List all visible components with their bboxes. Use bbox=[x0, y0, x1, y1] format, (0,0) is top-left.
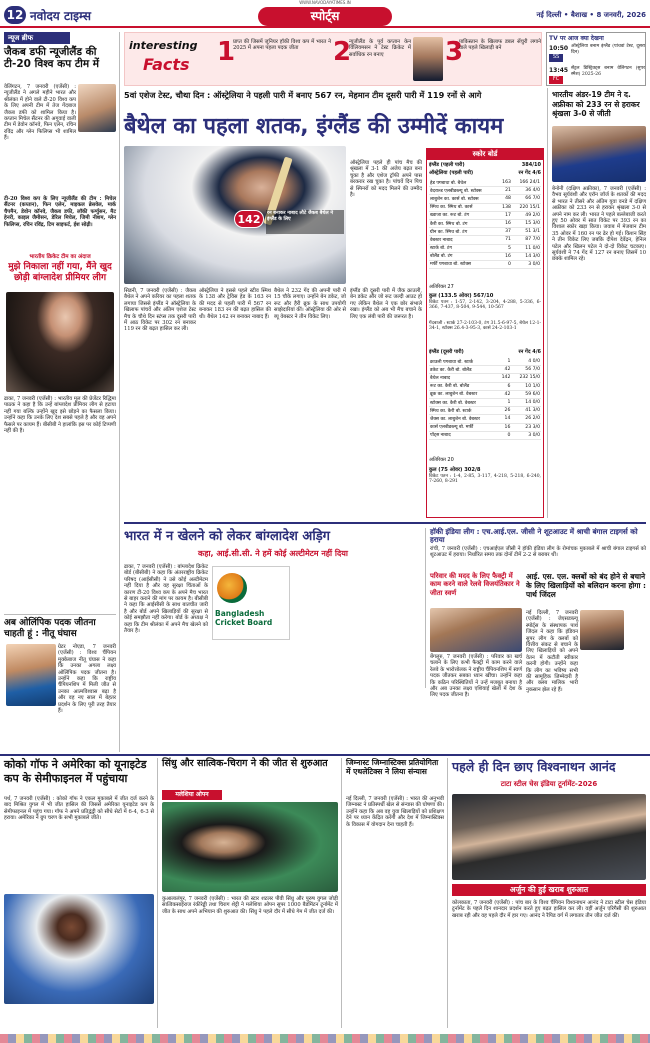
aus-batting-cell: वेदराल्ड एलबीडब्ल्यू बो. स्टोक्स bbox=[429, 187, 498, 195]
aus-batting-cell: मर्फी पगबाधा बो. स्टोक्स bbox=[429, 260, 498, 268]
u19-headline: भारतीय अंडर-19 टीम ने द. अफ्रीका को 233 रन से हराकर श्रृंखला 3-0 से जीती bbox=[552, 90, 640, 118]
eng2-batting-cell: 26 2/0 bbox=[511, 415, 541, 423]
eng2-batting-cell: 56 7/0 bbox=[511, 366, 541, 374]
williamson-photo bbox=[413, 37, 443, 81]
eng2-batting-cell: रूट का. कैरी बो. बोलैंड bbox=[429, 382, 497, 390]
table-row bbox=[429, 390, 541, 398]
coco-body: पर्थ, 7 जनवरी (एजेंसी) : कोको गॉफ ने एकल मुकाबले में जीत दर्ज करने के बाद मिश्रित युगल में भी जीत हासिल की जिससे अमेरिका यूनाइटेड कप के सेमीफाइनल में पहुंच गया। गॉफ ने अपने प्रतिद्वंद्वी को सीधे सेटों में 6-4, 6-3 से हराया। अमेरिका ने ग्रुप चरण के सभी मुकाबले जीते। bbox=[4, 796, 154, 822]
eng2-batting-cell: पॉट्स नाबाद bbox=[429, 431, 497, 439]
dateline: नई दिल्ली • बैशाख • 8 जनवरी, 2026 bbox=[536, 11, 646, 19]
hockey-headline: हॉकी इंडिया लीग : एच.आई.एल. जीसी ने शूटआउट में श्राची बंगाल टाइगर्स को हराया bbox=[430, 527, 638, 544]
aus-batting-cell: 16 bbox=[498, 252, 512, 260]
fact-3-number: 3 bbox=[445, 37, 464, 67]
eng2-label: इंग्लैंड (दूसरी पारी) bbox=[429, 349, 464, 355]
page-number: 12 bbox=[4, 6, 26, 24]
tv-text-1: ऑस्ट्रेलिया बनाम इंग्लैंड (पांचवां टेस्ट, दूसरा दिन) bbox=[571, 44, 645, 55]
aus-batting-cell: बोलैंड बो. टंग bbox=[429, 252, 498, 260]
fact-1: प्राप्त की जिसमें जूनियर हॉकी विश्व कप में भारत ने 2025 में अपना पहला पदक जीता bbox=[233, 39, 331, 52]
main-headline: बैथेल का पहला शतक, इंग्लैंड की उम्मीदें कायम bbox=[124, 114, 504, 139]
interesting-facts-strip bbox=[124, 32, 542, 86]
eng2-batting-cell: जैक्स का. लाबुशेन बो. वेबस्टर bbox=[429, 415, 497, 423]
nz-squad: टी-20 विश्व कप के लिए न्यूजीलैंड की टीम : मिचेल सैंटनर (कप्तान), फिन एलेन, माइकल ब्रेसवेल, मार्क चैपमैन, डेवोन कॉनवे, जैकब डफी, लॉकी फर्ग्युसन, मैट हेनरी, काइल जैमीसन, डेरिल मिचेल, जिमी नीशम, ग्लेन फिलिप्स, रचिन रविंद्र, टिम साइफर्ट, ईश सोढ़ी। bbox=[4, 196, 116, 228]
bangladesh-body-3 bbox=[212, 644, 422, 688]
gymnast-headline: जिम्नास्ट जिम्नास्टिक्स प्रतियोगिता में एथलेटिक्स ने लिया संन्यास bbox=[346, 758, 439, 777]
aus-batting-cell: 37 bbox=[498, 228, 512, 236]
table-row bbox=[429, 179, 541, 187]
runs-badge-label: रन बनाकर नाबाद लौटे जैकब बैथेल ने इंग्लैंड के लिए bbox=[266, 210, 344, 234]
fact-2: न्यूजीलैंड के पूर्व कप्तान केन विलियमसन ने टेस्ट क्रिकेट में सर्वाधिक रन बनाए bbox=[349, 39, 411, 58]
table-row bbox=[429, 358, 541, 366]
anand-body: कोलकाता, 7 जनवरी (एजेंसी) : पांच बार के विश्व चैंपियन विश्वनाथन आनंद ने टाटा स्टील चेस इंडिया टूर्नामेंट के पहले दिन शानदार प्रदर्शन करते हुए बढ़त हासिल कर ली। वहीं अर्जुन एरिगैसी की शुरुआत खराब रही और वह पहले दौर में हार गए। आनंद ने रैपिड वर्ग में लगातार तीन जीत दर्ज कीं। bbox=[452, 900, 646, 919]
news-brief-tag: न्यूज ब्रीफ bbox=[4, 32, 70, 44]
anand-headline: पहले ही दिन छाए विश्वनाथन आनंद bbox=[452, 759, 616, 774]
eng2-batting-cell: 232 15/0 bbox=[511, 374, 541, 382]
bangladesh-headline: भारत में न खेलने को लेकर बांग्लादेश अड़िग bbox=[124, 529, 330, 544]
aus-batting-cell: 3 0/0 bbox=[512, 260, 541, 268]
bd-body: ढाका, 7 जनवरी (एजेंसी) : भारतीय मूल की प्रेजेंटर रिद्धिमा पाठक ने कहा है कि उन्हें बांग्लादेश प्रीमियर लीग से हटाया नहीं गया बल्कि उन्होंने खुद इसे छोड़ने का फैसला किया। उन्होंने कहा कि उनके लिए देश सबसे पहले है और वह अपने फैसले पर कायम हैं। बीसीबी ने हालांकि इस पर कोई टिप्पणी नहीं की है। bbox=[4, 396, 116, 435]
riddhima-pathak-photo bbox=[6, 292, 114, 392]
table-row bbox=[429, 431, 541, 439]
tv-text-2: सेंट्रल डिस्ट्रिक्ट्स बनाम वेलिंगटन (सुपर स्मैश) 2025-26 bbox=[571, 66, 645, 77]
aus-batting-cell: 15 3/0 bbox=[512, 219, 541, 227]
table-row bbox=[429, 374, 541, 382]
table-row bbox=[429, 195, 541, 203]
aus-batting-table bbox=[429, 179, 541, 269]
eng1-label: इंग्लैंड (पहली पारी) bbox=[429, 162, 465, 168]
bcb-tiger-icon bbox=[217, 573, 247, 603]
table-row bbox=[429, 203, 541, 211]
table-row bbox=[429, 187, 541, 195]
table-row bbox=[429, 382, 541, 390]
aus-batting-cell: 11 0/0 bbox=[512, 244, 541, 252]
aus-batting-cell: 138 bbox=[498, 203, 512, 211]
eng2-batting-cell: 3 0/0 bbox=[511, 431, 541, 439]
eng2-batting-cell: क्राउली पगबाधा बो. स्टार्क bbox=[429, 358, 497, 366]
aus-batting-cell: 21 bbox=[498, 187, 512, 195]
table-row bbox=[429, 407, 541, 415]
eng2-batting-cell: 26 bbox=[497, 407, 511, 415]
sindhu-body: कुआलालंपुर, 7 जनवरी (एजेंसी) : भारत की स्टार शटलर पीवी सिंधु और पुरुष युगल जोड़ी सात्विकसाईराज रंकीरेड्डी तथा चिराग शेट्टी ने मलेशिया ओपन सुपर 1000 बैडमिंटन टूर्नामेंट में जीत के साथ अपने अभियान की शुरुआत की। सिंधु ने पहले दौर में सीधे गेम में जीत दर्ज की। bbox=[162, 896, 338, 915]
eng2-batting-cell: 0 bbox=[497, 431, 511, 439]
eng2-batting-cell: 14 0/0 bbox=[511, 398, 541, 406]
sindhu-tag: मलेशिया ओपन bbox=[162, 790, 222, 800]
sindhu-photo bbox=[162, 802, 338, 892]
eng2-batting-cell: 23 3/0 bbox=[511, 423, 541, 431]
eng2-batting-cell: 1 bbox=[497, 358, 511, 366]
aus-label: ऑस्ट्रेलिया (पहली पारी) bbox=[429, 170, 474, 176]
eng2-batting-table bbox=[429, 358, 541, 440]
table-row bbox=[429, 415, 541, 423]
eng2-batting-cell: कार्स एलबीडब्ल्यू बो. मर्फी bbox=[429, 423, 497, 431]
scorecard bbox=[426, 148, 544, 518]
masthead bbox=[0, 0, 650, 28]
u19-body: बेनोनी (दक्षिण अफ्रीका), 7 जनवरी (एजेंसी) : वैभव सूर्यवंशी और एरॉन जॉर्ज के शतकों की मदद से भारत ने तीसरे और अंतिम युवा वनडे में दक्षिण अफ्रीका को 233 रन से हराकर श्रृंखला 3-0 से अपने नाम कर ली। भारत ने पहले बल्लेबाजी करते हुए 50 ओवर में सात विकेट पर 393 रन का विशाल स्कोर खड़ा किया। जवाब में मेजबान टीम 35 ओवर में 160 रन पर ढेर हो गई। किशन सिंह ने तीन विकेट लिए जबकि दीपेश देवेंद्रन, हेनिल पटेल और खिलन पटेल ने दो-दो विकेट चटकाए। सूर्यवंशी ने 74 गेंद में 127 रन बनाए जिसमें 10 छक्के शामिल रहे। bbox=[552, 186, 646, 263]
table-row bbox=[429, 252, 541, 260]
aus-batting-cell: ख्वाजा का. रूट बो. टंग bbox=[429, 211, 498, 219]
eng2-extras: अतिरिक्त 20 bbox=[429, 457, 454, 463]
eng2-batting-cell: डकेट का. कैरी बो. बोलैंड bbox=[429, 366, 497, 374]
aus-batting-cell: 51 3/1 bbox=[512, 228, 541, 236]
nz-headline: जैकब डफी न्यूजीलैंड की टी-20 विश्व कप टीम में bbox=[4, 46, 100, 70]
fact-1-number: 1 bbox=[217, 37, 236, 67]
fact-3: पाकिस्तान के खिलाफ डबल सेंचुरी लगाने वाले पहले खिलाड़ी बने bbox=[459, 39, 541, 52]
section-title: स्पोर्ट्स bbox=[258, 7, 392, 26]
aus-batting-cell: ग्रीन का. स्मिथ बो. टंग bbox=[429, 228, 498, 236]
tv-title: TV पर आज क्या देखना bbox=[549, 35, 604, 42]
table-row bbox=[429, 398, 541, 406]
aus-batting-cell: 220 15/1 bbox=[512, 203, 541, 211]
parth-jindal-photo bbox=[580, 610, 624, 650]
anand-photo bbox=[452, 794, 646, 880]
bd-headline: मुझे निकाला नहीं गया, मैंने खुद छोड़ी बांग्लादेश प्रीमियर लीग bbox=[8, 262, 112, 283]
neetu-photo bbox=[6, 644, 56, 706]
aus-batting-cell: 17 bbox=[498, 211, 512, 219]
facts-logo-bottom: Facts bbox=[143, 55, 190, 74]
weightlift-headline: परिवार की मदद के लिए फैक्ट्री में काम करने वाले रेलवे विजयंतिकार ने जीता स्वर्ण bbox=[430, 572, 520, 597]
aus-batting-cell: 36 4/0 bbox=[512, 187, 541, 195]
arjun-tag: अर्जुन की हुई खराब शुरुआत bbox=[452, 884, 646, 896]
aus-batting-cell: 48 bbox=[498, 195, 512, 203]
eng2-batting-cell: 14 bbox=[497, 415, 511, 423]
main-body-4: इंग्लैंड की दूसरी पारी में जैक क्राउली, बेन डकेट और जो रूट जल्दी आउट हो गए लेकिन बैथेल ने एक छोर संभाले रखा। इंग्लैंड को अब भी मैच बचाने के लिए एक लंबी पारी की जरूरत है। bbox=[350, 288, 422, 320]
tv-time-2: 13:45 bbox=[549, 67, 569, 74]
main-body-2: ऑस्ट्रेलिया ने इससे पहले स्टीव स्मिथ के 138 और ट्रेविस हेड के 163 रन की मदद से पहली पारी में 567 रन बनाकर 183 रन की बढ़त हासिल की थी। बैथेल 142 रन बनाकर नाबाद हैं। bbox=[199, 288, 271, 320]
aus-batting-cell: हेड पगबाधा बो. बैथेल bbox=[429, 179, 498, 187]
eng2-batting-cell: 6 bbox=[497, 382, 511, 390]
table-row bbox=[429, 228, 541, 236]
bangladesh-subhead: कहा, आई.सी.सी. ने हमें कोई अल्टीमेटम नहीं दिया bbox=[198, 549, 348, 558]
eng2-batting-cell: ब्रूक का. लाबुशेन बो. वेबस्टर bbox=[429, 390, 497, 398]
isl-headline: आई. एस. एल. क्लबों को बंद होने से बचाने के लिए खिलाड़ियों को बलिदान करना होगा : पार्थ जिंदल bbox=[526, 572, 646, 599]
eng2-batting-cell: स्मिथ का. कैरी बो. स्टार्क bbox=[429, 407, 497, 415]
main-body-3: बैथेल ने 232 गेंद की अपनी पारी में 15 चौके लगाए। उन्होंने बेन डकेट, जो रूट और हैरी ब्रूक के साथ उपयोगी साझेदारियां कीं। ऑस्ट्रेलिया की ओर से ब्यू वेबस्टर ने तीन विकेट लिए। bbox=[274, 288, 346, 320]
table-row bbox=[429, 211, 541, 219]
table-row bbox=[429, 260, 541, 268]
isl-body: नई दिल्ली, 7 जनवरी (एजेंसी) : जेएसडब्ल्यू स्पोर्ट्स के संस्थापक पार्थ जिंदल ने कहा कि इंडियन सुपर लीग के क्लबों को वित्तीय संकट से बचाने के लिए खिलाड़ियों को अपने वेतन में कटौती स्वीकार करनी होगी। उन्होंने कहा कि लीग का भविष्य सभी की सामूहिक जिम्मेदारी है और क्लब मालिक भारी नुकसान झेल रहे हैं। bbox=[526, 610, 578, 693]
aus-batting-cell: 163 bbox=[498, 179, 512, 187]
eng2-batting-cell: 10 1/0 bbox=[511, 382, 541, 390]
aus-batting-cell: 66 7/0 bbox=[512, 195, 541, 203]
neetu-body-cont bbox=[4, 708, 116, 738]
coco-headline: कोको गॉफ ने अमेरिका को यूनाइटेड कप के सेमीफाइनल में पहुंचाया bbox=[4, 758, 147, 785]
table-row bbox=[429, 423, 541, 431]
eng2-batting-cell: 41 3/0 bbox=[511, 407, 541, 415]
aus-batting-cell: 5 bbox=[498, 244, 512, 252]
eng2-batting-cell: 16 bbox=[497, 423, 511, 431]
aus-batting-cell: लाबुशेन का. कार्स बो. स्टोक्स bbox=[429, 195, 498, 203]
bcb-logo-box bbox=[212, 566, 290, 640]
aus-batting-cell: वेबस्टर नाबाद bbox=[429, 236, 498, 244]
aus-fow: विकेट पतन : 1-57, 2-142, 3-204, 4-288, 5-336, 6-366, 7-437, 8-504, 9-544, 10-567 bbox=[429, 300, 541, 311]
fact-2-number: 2 bbox=[333, 37, 352, 67]
eng2-batting-cell: 142 bbox=[497, 374, 511, 382]
eng2-batting-cell: 4 0/0 bbox=[511, 358, 541, 366]
main-body-1: सिडनी, 7 जनवरी (एजेंसी) : जैकब बैथेल ने अपने करियर का पहला शतक लगाया जिससे इंग्लैंड ने ऑस्ट्रेलिया के खिलाफ पांचवें और अंतिम एशेज टेस्ट मैच के चौथे दिन स्टंप्स तक दूसरी पारी में आठ विकेट पर 302 रन बनाकर 119 रन की बढ़त हासिल कर ली। bbox=[124, 288, 196, 333]
website-url: WWW.NAVODAYATIMES.IN bbox=[299, 0, 351, 5]
footer-strip bbox=[0, 1034, 650, 1043]
bangladesh-body-1: ढाका, 7 जनवरी (एजेंसी) : बांग्लादेश क्रिकेट बोर्ड (बीसीबी) ने कहा कि अंतरराष्ट्रीय क्रिकेट परिषद (आईसीसी) ने उसे कोई अल्टीमेटम नहीं दिया है और वह सुरक्षा चिंताओं के कारण टी-20 विश्व कप के अपने मैच भारत से बाहर कराने की मांग पर कायम है। बीसीबी ने कहा कि आईसीसी के साथ बातचीत जारी है और बोर्ड अपने खिलाड़ियों की सुरक्षा से कोई समझौता नहीं करेगा। बोर्ड के अध्यक्ष ने कहा कि टीम श्रीलंका में अपने मैच खेलने को तैयार है। bbox=[124, 564, 208, 635]
table-row bbox=[429, 366, 541, 374]
anand-subhead: टाटा स्टील चेस इंडिया टूर्नामेंट-2026 bbox=[500, 780, 598, 788]
aus-batting-cell: स्टार्क बो. टंग bbox=[429, 244, 498, 252]
neetu-headline: अब ओलिंपिक पदक जीतना चाहती हूं : नीतू घंघास bbox=[4, 618, 96, 639]
table-row bbox=[429, 244, 541, 252]
bd-tag: भारतीय क्रिकेट टीम का अंदाज bbox=[29, 254, 91, 260]
eng2-batting-cell: 59 6/0 bbox=[511, 390, 541, 398]
aus-extras: अतिरिक्त 27 bbox=[429, 284, 454, 290]
facts-logo-top: interesting bbox=[129, 39, 198, 52]
aus-batting-cell: कैरी का. स्मिथ बो. टंग bbox=[429, 219, 498, 227]
neetu-body: ग्रेटर नोएडा, 7 जनवरी (एजेंसी) : विश्व चैंपियन मुक्केबाज नीतू घंघास ने कहा कि उनका अगला लक्ष्य ओलिंपिक पदक जीतना है। उन्होंने कहा कि राष्ट्रीय चैंपियनशिप में मिली जीत से उनका आत्मविश्वास बढ़ा है और वह नए साल में बेहतर प्रदर्शन के लिए पूरी तरह तैयार हैं। bbox=[58, 644, 116, 715]
u19-photo bbox=[552, 126, 646, 182]
aus-batting-cell: 14 3/0 bbox=[512, 252, 541, 260]
eng2-batting-cell: 42 bbox=[497, 366, 511, 374]
eng2-columns-head: रन गेंद 4/6 bbox=[518, 349, 541, 355]
eng2-total: कुल (75 ओवर) 302/8 bbox=[429, 467, 481, 473]
aus-batting-cell: 0 bbox=[498, 260, 512, 268]
tv-time-1: 10:50 bbox=[549, 45, 569, 52]
gymnast-body: नई दिल्ली, 7 जनवरी (एजेंसी) : भारत की अनुभवी जिम्नास्ट ने प्रतिस्पर्धी खेल से संन्यास की घोषणा की। उन्होंने कहा कि अब वह युवा खिलाड़ियों को प्रशिक्षण देने पर ध्यान केंद्रित करेंगी और देश में जिम्नास्टिक्स के विकास में योगदान देना चाहती हैं। bbox=[346, 796, 444, 828]
table-row bbox=[429, 219, 541, 227]
aus-batting-cell: स्मिथ का. स्मिथ बो. कार्स bbox=[429, 203, 498, 211]
table-row bbox=[429, 236, 541, 244]
coco-gauff-photo bbox=[4, 894, 154, 1004]
aus-columns-head: रन गेंद 4/6 bbox=[518, 170, 541, 176]
paper-name: नवोदय टाइम्स bbox=[30, 9, 92, 23]
eng2-batting-cell: स्टोक्स का. कैरी बो. वेबस्टर bbox=[429, 398, 497, 406]
aus-batting-cell: 16 bbox=[498, 219, 512, 227]
eng2-batting-cell: 42 bbox=[497, 390, 511, 398]
aus-batting-cell: 71 bbox=[498, 236, 512, 244]
aus-batting-cell: 87 7/0 bbox=[512, 236, 541, 244]
aus-batting-cell: 166 24/1 bbox=[512, 179, 541, 187]
runs-badge: 142 bbox=[234, 210, 264, 228]
main-kicker: 5वां एशेज टेस्ट, चौथा दिन : ऑस्ट्रेलिया ने पहली पारी में बनाए 567 रन, मेहमान टीम दूसरी पारी में 119 रनों से आगे bbox=[124, 90, 482, 100]
weightlift-body: बेंगलुरु, 7 जनवरी (एजेंसी) : परिवार का खर्च चलाने के लिए कभी फैक्ट्री में काम करने वाले रेलवे के भारोत्तोलक ने राष्ट्रीय चैंपियनशिप में स्वर्ण पदक जीतकर सबका ध्यान खींचा। उन्होंने कहा कि कठिन परिस्थितियों ने उन्हें मजबूत बनाया है और अब उनका लक्ष्य एशियाई खेलों में देश के लिए पदक जीतना है। bbox=[430, 654, 522, 699]
eng2-batting-cell: बैथेल नाबाद bbox=[429, 374, 497, 382]
main-body-5: ऑस्ट्रेलिया पहले ही पांच मैच की श्रृंखला में 3-1 की अजेय बढ़त बना चुका है और एशेज ट्रॉफी अपने पास बरकरार रख चुका है। पांचवें दिन पिच से स्पिनरों को मदद मिलने की उम्मीद है। bbox=[350, 160, 422, 199]
sindhu-headline: सिंधु और सात्विक-चिराग ने की जीत से शुरुआत bbox=[162, 758, 328, 769]
eng2-fow: विकेट पतन : 1-4, 2-85, 3-117, 4-218, 5-218, 6-240, 7-260, 8-291 bbox=[429, 474, 541, 485]
aus-bowling: गेंदबाजी : स्टार्क 27-2-103-0, टंग 31.5-6-97-5, बेथेल 12-1-34-1, स्टोक्स 26.4-3-95-3, कार्स 24-2-103-1 bbox=[429, 321, 541, 332]
aus-batting-cell: 49 2/0 bbox=[512, 211, 541, 219]
jacob-duffy-photo bbox=[78, 84, 116, 132]
tv-channel-2: FC bbox=[549, 76, 563, 84]
tv-schedule-box bbox=[546, 32, 646, 86]
eng2-batting-cell: 1 bbox=[497, 398, 511, 406]
eng1-score: 384/10 bbox=[521, 162, 541, 168]
tv-channel-1: SS bbox=[549, 54, 563, 62]
weightlifter-photo bbox=[430, 608, 522, 652]
scorecard-title: स्कोर बोर्ड bbox=[427, 149, 543, 160]
aus-total: कुल (133.5 ओवर) 567/10 bbox=[429, 293, 494, 299]
bcb-name: Bangladesh Cricket Board bbox=[215, 609, 273, 627]
hockey-body: रांची, 7 जनवरी (एजेंसी) : एचआईएल जीसी ने हॉकी इंडिया लीग के रोमांचक मुकाबले में श्राची बंगाल टाइगर्स को शूटआउट में हराया। निर्धारित समय तक दोनों टीमें 2-2 से बराबर थीं। bbox=[430, 546, 646, 559]
nz-body: वेलिंगटन, 7 जनवरी (एजेंसी) : न्यूजीलैंड ने अगले महीने भारत और श्रीलंका में होने वाले टी-20 विश्व कप के लिए अपनी टीम में तेज गेंदबाज जैकब डफी को शामिल किया है। कप्तान मिचेल सैंटनर की अगुवाई वाली टीम में डेवोन कॉनवे, फिन एलेन, रचिन रविंद्र और ग्लेन फिलिप्स भी शामिल हैं। bbox=[4, 84, 76, 142]
